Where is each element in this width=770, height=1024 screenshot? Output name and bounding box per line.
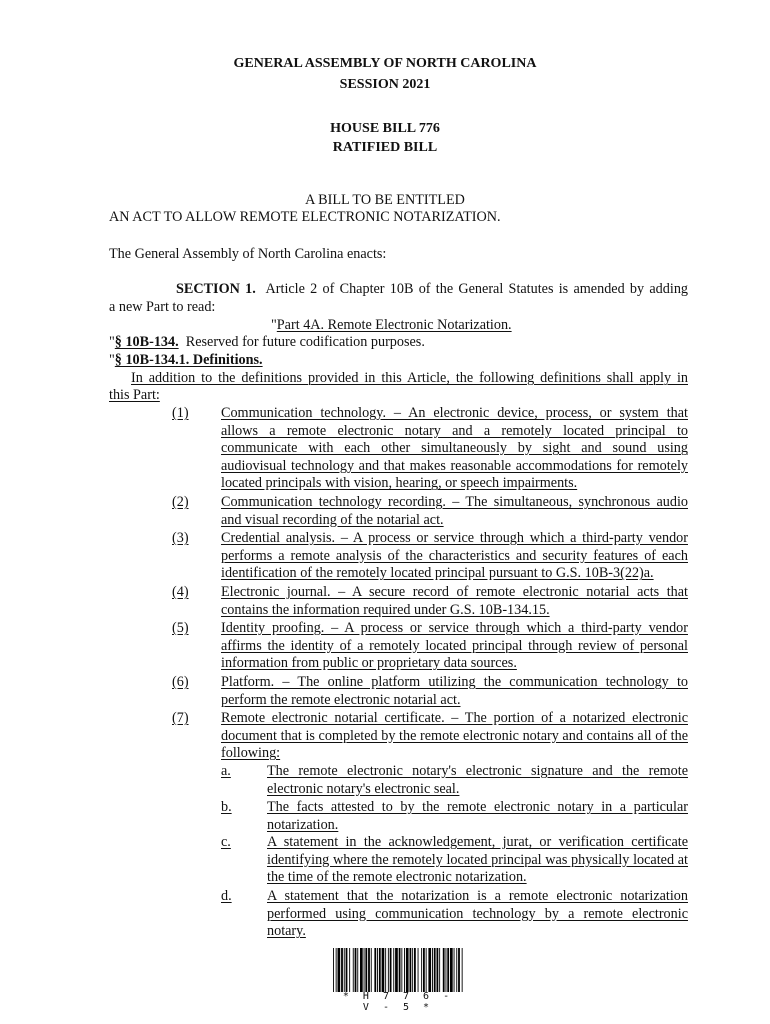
barcode-bar <box>344 948 345 992</box>
subitem-letter: d. <box>221 888 232 904</box>
barcode-bar <box>446 948 447 992</box>
barcode-bar <box>456 948 457 992</box>
barcode-bar <box>333 948 334 992</box>
enacting-clause: The General Assembly of North Carolina enacts: <box>109 246 387 262</box>
definition-number: (3) <box>172 530 189 546</box>
barcode-bar <box>462 948 463 992</box>
barcode-bar <box>395 948 398 992</box>
definition-text: Remote electronic notarial certificate. – The portion of a notarized electronic document that is completed by the remote electronic notary and contains all of the following: <box>221 710 688 762</box>
barcode-bar <box>377 948 378 992</box>
session-heading: SESSION 2021 <box>339 77 431 92</box>
barcode-bar <box>421 948 422 992</box>
title-line2: AN ACT TO ALLOW REMOTE ELECTRONIC NOTARIZATION. <box>109 209 501 225</box>
barcode-bar <box>365 948 367 992</box>
barcode-bar <box>385 948 386 992</box>
barcode-graphic <box>333 948 463 992</box>
section1-text-line1: Article 2 of Chapter 10B of the General Statutes is amended by adding <box>265 281 689 297</box>
barcode-bar <box>371 948 372 992</box>
section-10b-134-1 <box>109 352 263 370</box>
definition-number: (1) <box>172 405 189 421</box>
barcode-bar <box>399 948 401 992</box>
section-10b-134-1-label: § 10B-134.1. Definitions. <box>114 352 263 368</box>
subitem-text: A statement in the acknowledgement, jurat, or verification certificate identifying where the remotely located principal was physically located at the time of the remote electronic notarization. <box>267 834 688 886</box>
barcode-bar <box>355 948 357 992</box>
section1-label: SECTION 1. <box>176 281 256 297</box>
subitem-text: The remote electronic notary's electronic signature and the remote electronic notary's electronic seal. <box>267 763 688 797</box>
barcode-bar <box>346 948 348 992</box>
subitem-letter: c. <box>221 834 231 850</box>
definition-number: (4) <box>172 584 189 600</box>
subitem-letter: a. <box>221 763 231 779</box>
barcode-bar <box>414 948 416 992</box>
quote-mark: " <box>109 352 115 368</box>
barcode-bar <box>374 948 376 992</box>
barcode-bar <box>426 948 427 992</box>
barcode-bar <box>357 948 358 992</box>
barcode-bar <box>437 948 439 992</box>
barcode-bar <box>443 948 445 992</box>
barcode-bar <box>418 948 419 992</box>
definition-number: (6) <box>172 674 189 690</box>
barcode-bar <box>447 948 449 992</box>
title-line1: A BILL TO BE ENTITLED <box>305 192 465 208</box>
barcode-bar <box>388 948 389 992</box>
barcode-bar <box>390 948 392 992</box>
barcode-bar <box>412 948 413 992</box>
section-10b-134-text: Reserved for future codification purposes. <box>185 334 425 350</box>
barcode-bar <box>410 948 412 992</box>
definition-text: Platform. – The online platform utilizing the communication technology to perform the remote electronic notarial act. <box>221 674 688 708</box>
barcode-bar <box>338 948 341 992</box>
section-10b-134 <box>109 334 425 352</box>
barcode-bar <box>341 948 343 992</box>
definition-number: (2) <box>172 494 189 510</box>
part-heading-text: Part 4A. Remote Electronic Notarization. <box>276 317 512 333</box>
barcode-bar <box>360 948 363 992</box>
definition-text: Communication technology. – An electronic device, process, or system that allows a remote electronic notary and a remotely located principal to communicate with each other simultaneously by sight and sound using audiovisual technology and that makes reasonable accommodations for remotely located principals with vision, hearing, or speech impairments. <box>221 405 688 492</box>
section1-line2: a new Part to read: <box>109 299 216 315</box>
barcode-bar <box>404 948 405 992</box>
definition-number: (5) <box>172 620 189 636</box>
barcode-bar <box>454 948 455 992</box>
barcode-text: * H 7 7 6 - V - 5 * <box>342 991 454 1013</box>
definitions-intro-line1: In addition to the definitions provided in this Article, the following definitions shall apply in <box>131 370 688 386</box>
definition-text: Communication technology recording. – The simultaneous, synchronous audio and visual recording of the notarial act. <box>221 494 688 528</box>
definition-text: Identity proofing. – A process or service through which a third-party vendor affirms the identity of a remotely located principal through review of personal information from public or proprietary data sources. <box>221 620 688 672</box>
definition-text: Electronic journal. – A secure record of remote electronic notarial acts that contains the information required under G.S. 10B-134.15. <box>221 584 688 618</box>
barcode-bar <box>393 948 394 992</box>
barcode-bar <box>428 948 431 992</box>
section1-line1 <box>176 281 688 299</box>
quote-mark: " <box>271 317 277 333</box>
subitem-text: A statement that the notarization is a remote electronic notarization performed using communication technology by a remote electronic notary. <box>267 888 688 940</box>
barcode-bar <box>379 948 381 992</box>
barcode-bar <box>439 948 440 992</box>
barcode-bar <box>382 948 385 992</box>
definition-number: (7) <box>172 710 189 726</box>
part-heading <box>271 317 512 335</box>
barcode-bar <box>349 948 350 992</box>
assembly-heading: GENERAL ASSEMBLY OF NORTH CAROLINA <box>233 56 537 71</box>
barcode-bar <box>434 948 436 992</box>
barcode-bar <box>423 948 425 992</box>
barcode-bar <box>450 948 453 992</box>
barcode-bar <box>406 948 409 992</box>
subitem-letter: b. <box>221 799 232 815</box>
definitions-intro-line2: this Part: <box>109 387 160 403</box>
barcode-bar <box>432 948 433 992</box>
barcode-bar <box>336 948 337 992</box>
barcode-bar <box>353 948 354 992</box>
section-10b-134-label: § 10B-134. <box>114 334 179 350</box>
subitem-text: The facts attested to by the remote electronic notary in a particular notarization. <box>267 799 688 833</box>
barcode-bar <box>364 948 365 992</box>
definition-text: Credential analysis. – A process or service through which a third-party vendor performs a remote analysis of the characteristics and security features of each identification of the remotely located principal pursuant to G.S. 10B-3(22)a. <box>221 530 688 582</box>
bill-number: HOUSE BILL 776 <box>330 121 440 136</box>
barcode-bar <box>458 948 460 992</box>
quote-mark: " <box>109 334 115 350</box>
bill-status: RATIFIED BILL <box>332 140 438 155</box>
barcode-bar <box>368 948 370 992</box>
barcode-bar <box>401 948 402 992</box>
